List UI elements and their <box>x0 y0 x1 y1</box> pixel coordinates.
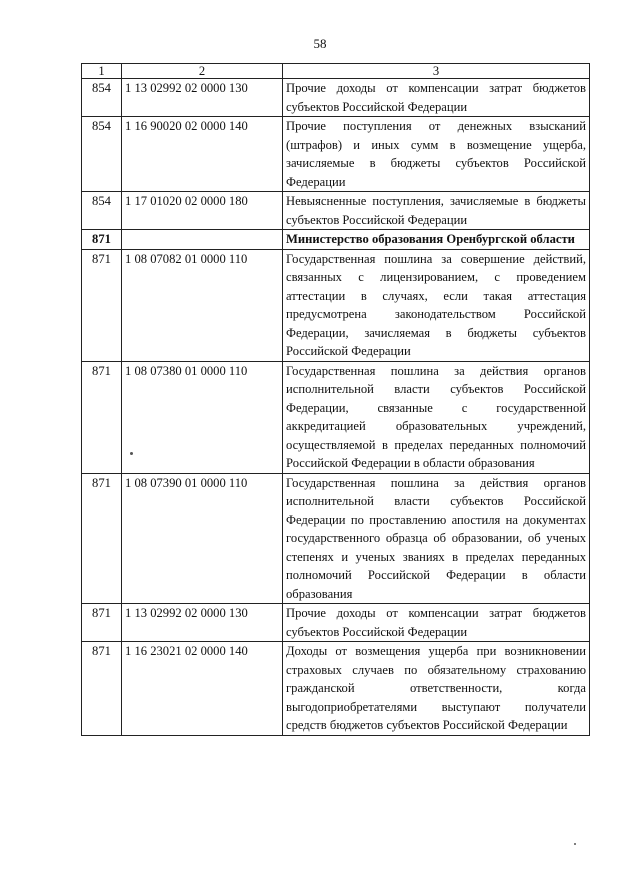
description-cell: Прочие поступления от денежных взысканий (штрафов) и иных сумм в возмещение ущерба, зачисляемые в бюджеты субъектов Российской Федерации <box>283 117 590 192</box>
admin-code-cell: 871 <box>82 473 122 604</box>
section-heading-row <box>82 230 590 250</box>
table-row <box>82 473 590 604</box>
description-cell: Прочие доходы от компенсации затрат бюджетов субъектов Российской Федерации <box>283 79 590 117</box>
description-cell: Доходы от возмещения ущерба при возникновении страховых случаев по обязательному страхованию гражданской ответственности, когда выгодоприобретателями выступают получатели средств бюджетов субъектов Российской Федерации <box>283 642 590 736</box>
admin-code-cell: 871 <box>82 642 122 736</box>
column-header-1: 1 <box>82 64 122 79</box>
scan-speck <box>574 843 576 845</box>
admin-code-cell: 871 <box>82 230 122 250</box>
budget-code-cell: 1 13 02992 02 0000 130 <box>122 604 283 642</box>
admin-code-cell: 854 <box>82 79 122 117</box>
budget-code-cell <box>122 230 283 250</box>
admin-code-cell: 854 <box>82 192 122 230</box>
description-cell: Государственная пошлина за совершение действий, связанных с лицензированием, с проведением аттестации в случаях, если такая аттестация предусмотрена законодательством Российской Федерации, зачисляемая в бюджеты субъектов Российской Федерации <box>283 249 590 361</box>
table-row <box>82 117 590 192</box>
admin-code-cell: 871 <box>82 361 122 473</box>
table-row <box>82 604 590 642</box>
budget-code-cell: 1 08 07390 01 0000 110 <box>122 473 283 604</box>
scan-speck <box>130 452 133 455</box>
admin-code-cell: 871 <box>82 249 122 361</box>
description-cell: Государственная пошлина за действия органов исполнительной власти субъектов Российской Федерации, связанные с государственной аккредитацией образовательных учреждений, осуществляемой в пределах переданных полномочий Российской Федерации в области образования <box>283 361 590 473</box>
table-header-row <box>82 64 590 79</box>
admin-code-cell: 871 <box>82 604 122 642</box>
budget-code-cell: 1 08 07380 01 0000 110 <box>122 361 283 473</box>
budget-code-cell: 1 08 07082 01 0000 110 <box>122 249 283 361</box>
admin-code-cell: 854 <box>82 117 122 192</box>
table-row <box>82 192 590 230</box>
page-number: 58 <box>313 36 327 51</box>
budget-code-cell: 1 16 90020 02 0000 140 <box>122 117 283 192</box>
table-row <box>82 79 590 117</box>
budget-code-cell: 1 13 02992 02 0000 130 <box>122 79 283 117</box>
budget-classification-table <box>81 63 590 736</box>
budget-code-cell: 1 17 01020 02 0000 180 <box>122 192 283 230</box>
description-cell: Государственная пошлина за действия органов исполнительной власти субъектов Российской Федерации по проставлению апостиля на документах государственного образца об образовании, об ученых степенях и ученых званиях в пределах переданных полномочий Российской Федерации в области образования <box>283 473 590 604</box>
budget-code-cell: 1 16 23021 02 0000 140 <box>122 642 283 736</box>
table-row <box>82 249 590 361</box>
description-cell: Прочие доходы от компенсации затрат бюджетов субъектов Российской Федерации <box>283 604 590 642</box>
column-header-3: 3 <box>283 64 590 79</box>
table-row <box>82 642 590 736</box>
column-header-2: 2 <box>122 64 283 79</box>
section-title-cell: Министерство образования Оренбургской области <box>283 230 590 250</box>
description-cell: Невыясненные поступления, зачисляемые в бюджеты субъектов Российской Федерации <box>283 192 590 230</box>
table-row <box>82 361 590 473</box>
